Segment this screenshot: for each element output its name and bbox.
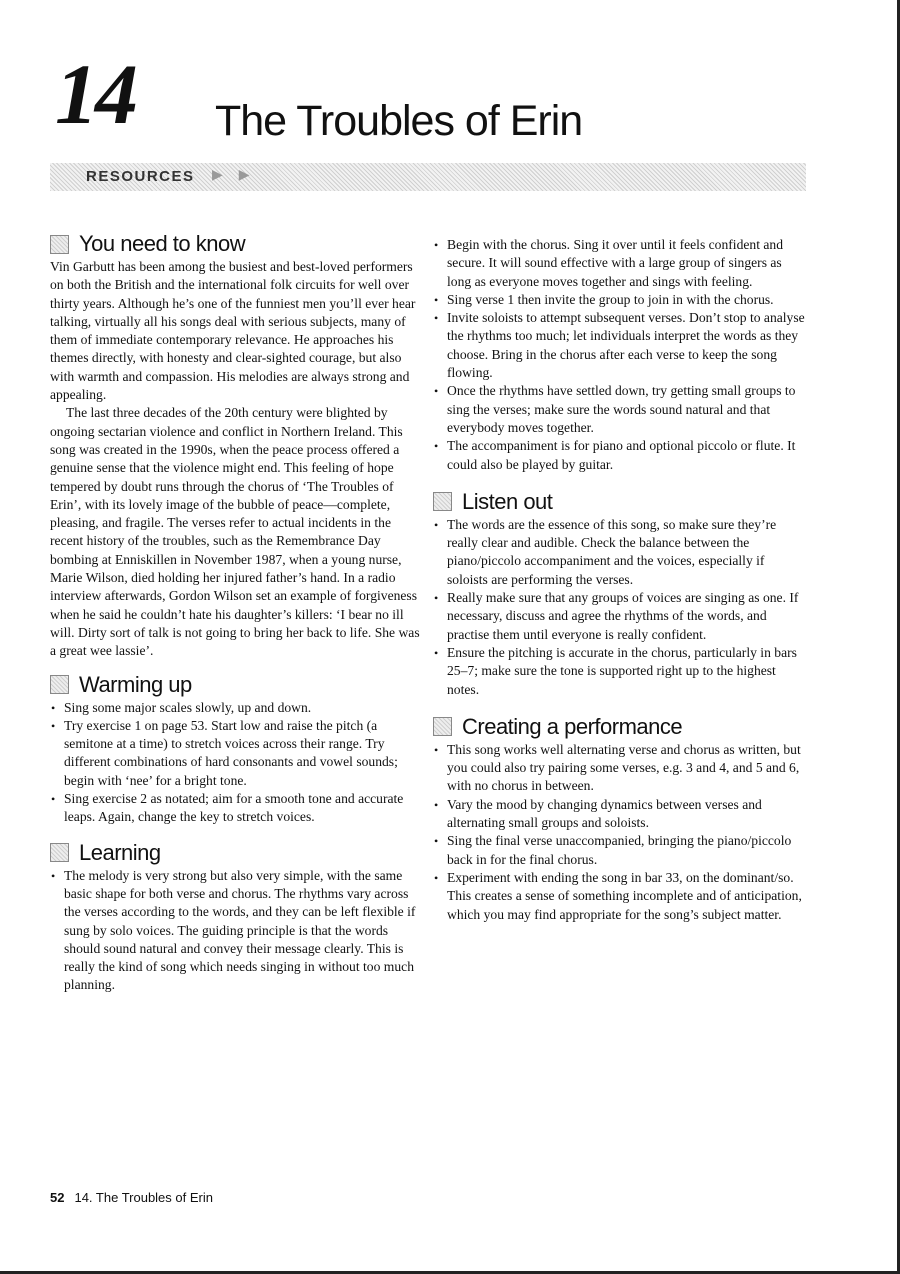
bullet-list xyxy=(50,699,422,827)
section-learning-continued xyxy=(433,236,805,474)
section-heading: Creating a performance xyxy=(433,713,805,741)
list-item: • Ensure the pitching is accurate in the chorus, particularly in bars 25–7; make sure the tone is supported right up to the highest notes. xyxy=(447,644,805,699)
list-item: • Sing some major scales slowly, up and down. xyxy=(64,699,422,717)
list-item: • Really make sure that any groups of voices are singing as one. If necessary, discuss and agree the rhythms of the words, and practise them until everyone is really confident. xyxy=(447,589,805,644)
section-heading: Warming up xyxy=(50,671,422,699)
section-heading: You need to know xyxy=(50,230,422,258)
resources-label: RESOURCES xyxy=(86,168,195,185)
bullet-list xyxy=(433,516,805,699)
checkbox-icon xyxy=(50,675,69,694)
section-warming-up xyxy=(50,671,422,827)
arrow-icon: ▶▶ xyxy=(212,167,266,183)
right-column xyxy=(433,236,805,932)
list-item: • The melody is very strong but also very simple, with the same basic shape for both verse and chorus. The rhythms vary across the verses according to the words, and they can be left flexible if sung by solo voices. The guiding principle is that the words should sound natural and convey their message clearly. This is really the kind of song which needs singing in without too much planning. xyxy=(64,867,422,995)
checkbox-icon xyxy=(50,843,69,862)
list-item: • Sing verse 1 then invite the group to join in with the chorus. xyxy=(447,291,805,309)
section-learning xyxy=(50,839,422,995)
bullet-list xyxy=(433,236,805,474)
chapter-number: 14 xyxy=(55,46,135,142)
bullet-list xyxy=(433,741,805,924)
page-number: 52 xyxy=(50,1190,65,1205)
running-footer-title: 14. The Troubles of Erin xyxy=(74,1190,213,1205)
list-item: • The words are the essence of this song, so make sure they’re really clear and audible. Check the balance between the piano/piccolo accompaniment and the voices, especially if soloists are performing the verses. xyxy=(447,516,805,589)
list-item: • Begin with the chorus. Sing it over until it feels confident and secure. It will sound effective with a large group of singers as long as everyone moves together and sings with feeling. xyxy=(447,236,805,291)
list-item: • Sing the final verse unaccompanied, bringing the piano/piccolo back in for the final chorus. xyxy=(447,832,805,869)
list-item: • This song works well alternating verse and chorus as written, but you could also try pairing some verses, e.g. 3 and 4, and 5 and 6, with no chorus in between. xyxy=(447,741,805,796)
bullet-list xyxy=(50,867,422,995)
paragraph: The last three decades of the 20th century were blighted by ongoing sectarian violence and conflict in Northern Ireland. This song was created in the 1990s, when the peace process offered a genuine sense that the violence might end. This feeling of hope tempered by doubt runs through the chorus of ‘The Troubles of Erin’, with its lovely image of the bubble of peace—complete, pleasing, and fragile. The verses refer to actual incidents in the recent history of the troubles, such as the Remembrance Day bombing at Enniskillen in November 1987, when a young nurse, Marie Wilson, died holding her injured father’s hand. In a radio interview afterwards, Gordon Wilson set an example of forgiveness when he said he couldn’t hate his daughter’s killers: ‘I bear no ill will. Dirty sort of talk is not going to bring her back to life. She was a great wee lassie’. xyxy=(50,405,420,659)
paragraph: Vin Garbutt has been among the busiest and best-loved performers on both the British and the international folk circuits for well over thirty years. Although he’s one of the funniest men you’ll ever hear talking, virtually all his songs deal with serious subjects, many of them of immediate contemporary relevance. He approaches his themes directly, with honesty and clear-sighted courage, but also with warmth and compassion. His melodies are always strong and appealing. xyxy=(50,259,416,403)
section-creating-a-performance xyxy=(433,713,805,924)
section-listen-out xyxy=(433,488,805,699)
list-item: • Experiment with ending the song in bar 33, on the dominant/so. This creates a sense of something incomplete and of anticipation, which you may find appropriate for the song’s subject matter. xyxy=(447,869,805,924)
checkbox-icon xyxy=(50,235,69,254)
section-you-need-to-know xyxy=(50,230,422,661)
section-heading: Learning xyxy=(50,839,422,867)
page-footer xyxy=(50,1190,213,1205)
left-column xyxy=(50,230,422,1003)
list-item: • Sing exercise 2 as notated; aim for a smooth tone and accurate leaps. Again, change the key to stretch voices. xyxy=(64,790,422,827)
list-item: • The accompaniment is for piano and optional piccolo or flute. It could also be played by guitar. xyxy=(447,437,805,474)
list-item: • Try exercise 1 on page 53. Start low and raise the pitch (a semitone at a time) to stretch voices across their range. Try different combinations of hard consonants and vowel sounds; begin with ‘nee’ for a bright tone. xyxy=(64,717,422,790)
resources-bar xyxy=(50,163,806,191)
list-item: • Vary the mood by changing dynamics between verses and alternating small groups and soloists. xyxy=(447,796,805,833)
list-item: • Invite soloists to attempt subsequent verses. Don’t stop to analyse the rhythms too much; let individuals interpret the words as they choose. Bring in the chorus after each verse to keep the song flowing. xyxy=(447,309,805,382)
chapter-title: The Troubles of Erin xyxy=(215,97,583,145)
section-heading: Listen out xyxy=(433,488,805,516)
checkbox-icon xyxy=(433,717,452,736)
list-item: • Once the rhythms have settled down, try getting small groups to sing the verses; make sure the words sound natural and that everybody moves together. xyxy=(447,382,805,437)
checkbox-icon xyxy=(433,492,452,511)
